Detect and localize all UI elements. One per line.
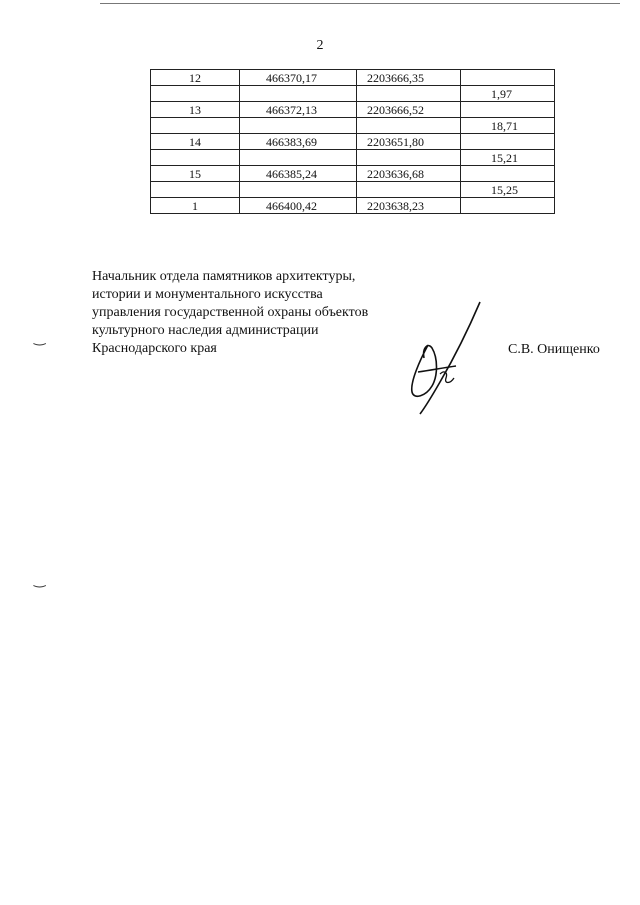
handwritten-signature <box>398 300 488 415</box>
position-line-5: Краснодарского края <box>92 341 217 356</box>
y-coordinate-cell: 2203666,35 <box>357 70 461 86</box>
x-coordinate-cell: 466385,24 <box>240 166 357 182</box>
punch-hole-mark: ‿ <box>34 573 46 588</box>
x-coordinate-cell <box>240 86 357 102</box>
x-coordinate-cell: 466370,17 <box>240 70 357 86</box>
x-coordinate-cell: 466383,69 <box>240 134 357 150</box>
x-coordinate-cell <box>240 150 357 166</box>
point-cell <box>151 182 240 198</box>
point-cell <box>151 118 240 134</box>
segment-length-cell: 18,71 <box>461 118 555 134</box>
table-row <box>151 118 555 134</box>
x-coordinate-cell <box>240 182 357 198</box>
punch-hole-mark: ‿ <box>34 331 46 346</box>
point-cell: 1 <box>151 198 240 214</box>
point-cell <box>151 86 240 102</box>
point-cell: 15 <box>151 166 240 182</box>
y-coordinate-cell <box>357 150 461 166</box>
segment-length-cell: 15,25 <box>461 182 555 198</box>
table-row <box>151 70 555 86</box>
coordinates-table <box>150 69 555 214</box>
x-coordinate-cell: 466400,42 <box>240 198 357 214</box>
signature-block <box>92 268 412 358</box>
position-line-3: управления государственной охраны объектов <box>92 305 369 320</box>
table-row <box>151 166 555 182</box>
position-line-1: Начальник отдела памятников архитектуры, <box>92 269 356 284</box>
x-coordinate-cell <box>240 118 357 134</box>
top-rule <box>100 3 620 4</box>
coordinates-table-body <box>151 70 555 214</box>
point-cell: 12 <box>151 70 240 86</box>
table-row <box>151 150 555 166</box>
segment-length-cell <box>461 134 555 150</box>
y-coordinate-cell <box>357 118 461 134</box>
segment-length-cell <box>461 102 555 118</box>
position-line-4: культурного наследия администрации <box>92 323 319 338</box>
segment-length-cell <box>461 198 555 214</box>
segment-length-cell <box>461 70 555 86</box>
segment-length-cell <box>461 166 555 182</box>
y-coordinate-cell: 2203651,80 <box>357 134 461 150</box>
y-coordinate-cell: 2203636,68 <box>357 166 461 182</box>
y-coordinate-cell <box>357 182 461 198</box>
table-row <box>151 134 555 150</box>
x-coordinate-cell: 466372,13 <box>240 102 357 118</box>
point-cell: 14 <box>151 134 240 150</box>
table-row <box>151 86 555 102</box>
page-number: 2 <box>316 38 324 53</box>
point-cell: 13 <box>151 102 240 118</box>
position-line-2: истории и монументального искусства <box>92 287 323 302</box>
y-coordinate-cell: 2203638,23 <box>357 198 461 214</box>
table-row <box>151 198 555 214</box>
segment-length-cell: 1,97 <box>461 86 555 102</box>
table-row <box>151 182 555 198</box>
table-row <box>151 102 555 118</box>
signer-name: С.В. Онищенко <box>508 342 600 357</box>
y-coordinate-cell: 2203666,52 <box>357 102 461 118</box>
segment-length-cell: 15,21 <box>461 150 555 166</box>
point-cell <box>151 150 240 166</box>
y-coordinate-cell <box>357 86 461 102</box>
